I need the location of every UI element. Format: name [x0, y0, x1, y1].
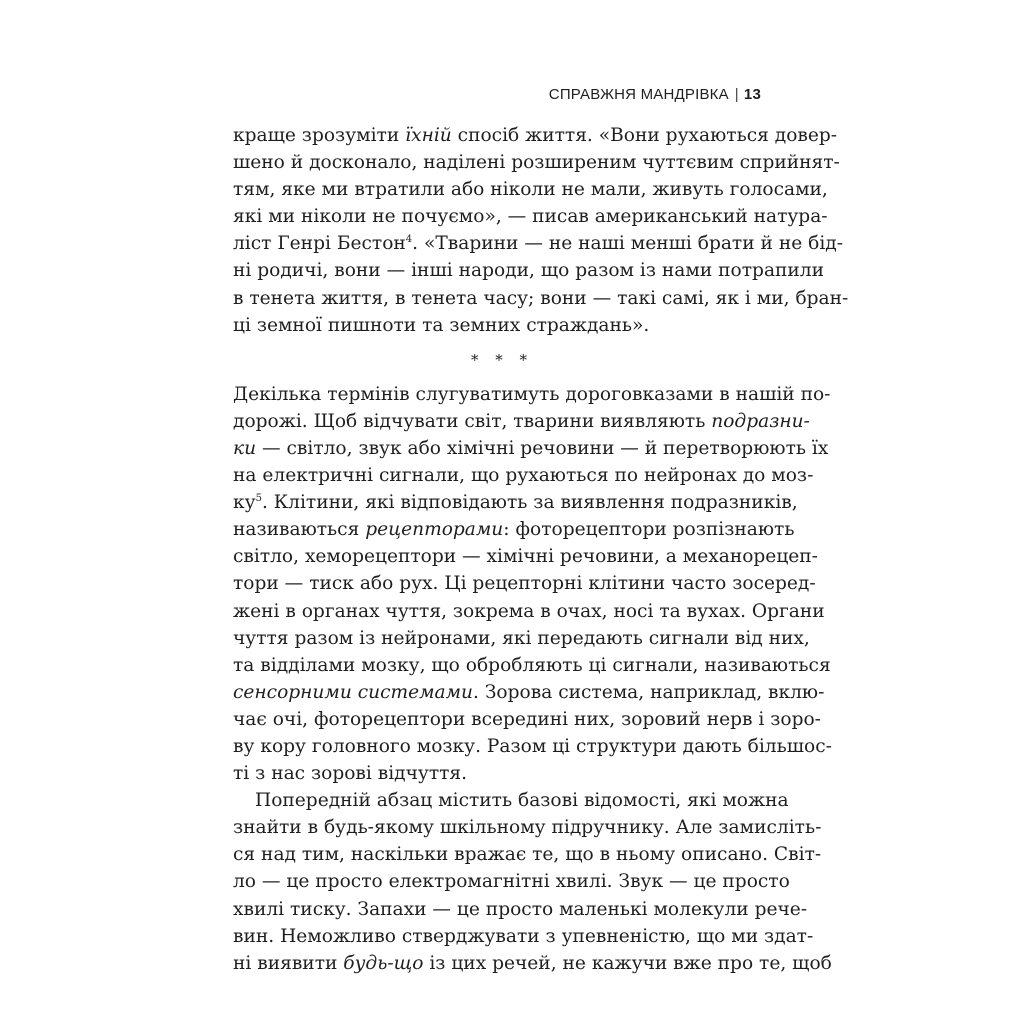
text-line: ні родичі, вони — інші народи, що разом із нами потрапили [233, 260, 825, 282]
emphasis: ки [233, 437, 257, 459]
text-line: ву кору головного мозку. Разом ці структури дають більшос- [233, 735, 832, 757]
text-line: ся над тим, наскільки вражає те, що в ньому описано. Світ- [233, 844, 822, 866]
text-line: знайти в будь-якому шкільному підручнику. Але замисліть- [233, 817, 822, 839]
emphasis: подразни- [711, 410, 810, 432]
text-line: чуття разом із нейронами, які передають сигнали від них, [233, 627, 810, 649]
text-line: сенсорними системами. Зорова система, наприклад, вклю- [233, 681, 825, 703]
text-line: ті з нас зорові відчуття. [233, 763, 468, 785]
running-head [549, 86, 761, 103]
text-line: шено й досконало, наділені розширеним чуттєвим сприйнят- [233, 152, 840, 174]
text-line: ліст Генрі Бестон$^4$. «Тварини — не наші менші брати й не бід- [233, 233, 844, 255]
emphasis: будь-що [343, 952, 424, 974]
page-number: 13 [743, 86, 761, 103]
text-line: $ку^5$. Клітини, які відповідають за виявлення подразників, [233, 492, 798, 514]
text-line: дорожі. Щоб відчувати світ, тварини виявляють подразни- [233, 410, 810, 432]
emphasis: їхній [405, 125, 452, 146]
text-line: тям, яке ми втратили або ніколи не мали, живуть голосами, [233, 179, 828, 201]
text-line: та відділами мозку, що обробляють ці сигнали, називаються [233, 654, 831, 676]
text-line: Попередній абзац містить базові відомості, які можна [255, 790, 789, 812]
running-title: СПРАВЖНЯ МАНДРІВКА [548, 86, 729, 103]
emphasis: рецепторами [365, 519, 504, 541]
text-line: ки — світло, звук або хімічні речовини — й перетворюють їх [233, 437, 829, 459]
paragraph [233, 787, 832, 977]
text-line: світло, хеморецептори — хімічні речовини, а механорецеп- [233, 546, 818, 568]
footnote-ref: 4 [405, 234, 413, 246]
section-break: * * * [470, 350, 534, 369]
text-line: чає очі, фоторецептори всередині них, зоровий нерв і зоро- [233, 708, 821, 730]
text-line: вин. Неможливо стверджувати з упевненістю, що ми здат- [233, 925, 814, 947]
text-line: ні виявити будь-що із цих речей, не кажучи вже про те, щоб [233, 952, 832, 974]
body-text [233, 122, 849, 977]
emphasis: сенсорними системами [233, 681, 474, 703]
text-line: називаються рецепторами: фоторецептори розпізнають [233, 519, 795, 541]
header-separator: | [734, 86, 739, 103]
text-line: на електричні сигнали, що рухаються по нейронах до моз- [233, 465, 814, 487]
text-line: краще зрозуміти їхній спосіб життя. «Вони рухаються довер- [233, 125, 838, 146]
text-line: ло — це просто електромагнітні хвилі. Звук — це просто [233, 871, 790, 893]
text-line: жені в органах чуття, зокрема в очах, носі та вухах. Органи [233, 600, 825, 622]
paragraph [233, 381, 832, 787]
text-line: ці земної пишноти та земних страждань». [233, 314, 650, 336]
text-line: тори — тиск або рух. Ці рецепторні клітини часто зосеред- [233, 573, 816, 595]
text-line: Декілька термінів слугуватимуть дороговказами в нашій по- [233, 383, 831, 405]
text-line: хвилі тиску. Запахи — це просто маленькі молекули рече- [233, 898, 808, 920]
paragraph [233, 122, 849, 339]
text-line: які ми ніколи не почуємо», — писав американський натура- [233, 206, 828, 228]
text-line: в тенета життя, в тенета часу; вони — такі самі, як і ми, бран- [233, 287, 849, 309]
footnote-ref: 5 [255, 493, 262, 505]
